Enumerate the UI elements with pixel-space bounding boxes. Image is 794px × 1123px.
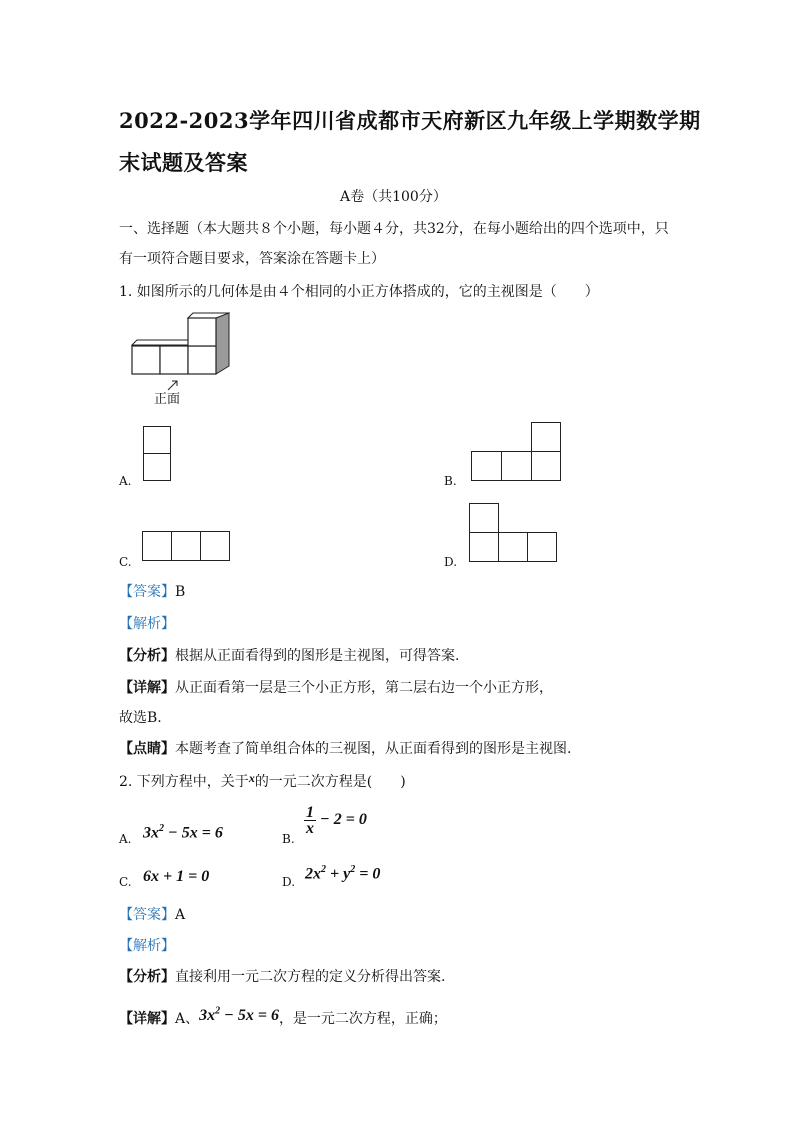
- q2-option-d-label[interactable]: D.: [282, 875, 296, 889]
- cube-front-2: [160, 346, 188, 374]
- q2-fenxi-text: 直接利用一元二次方程的定义分析得出答案.: [175, 969, 446, 985]
- q1-option-c-figure: [142, 531, 232, 563]
- q1-fenxi-text: 根据从正面看得到的图形是主视图，可得答案.: [175, 648, 460, 664]
- doc-title-line1: 2022-2023学年四川省成都市天府新区九年级上学期数学期: [119, 108, 701, 133]
- q1-analysis-tag: 【解析】: [119, 616, 175, 632]
- q2-xiangjie-post: ，是一元二次方程，正确；: [278, 1011, 447, 1027]
- q1-xiangjie-tag: 【详解】: [119, 680, 175, 696]
- part1-intro-line1: 一、选择题（本大题共８个小题，每小题４分，共32分，在每小题给出的四个选项中，只: [119, 221, 669, 237]
- q2-analysis-tag: 【解析】: [119, 938, 175, 954]
- q2-stem-before: 2. 下列方程中，关于: [119, 774, 249, 790]
- q1-xiangjie-text: 从正面看第一层是三个小正方形，第二层右边一个小正方形，: [175, 680, 553, 696]
- q2-option-c-eq: 6x + 1 = 0: [143, 868, 210, 885]
- q2-answer-tag: 【答案】: [119, 907, 175, 923]
- q1-cube-figure: [128, 310, 238, 405]
- doc-title-line2: 末试题及答案: [119, 150, 248, 175]
- q2-stem-var: x: [248, 771, 255, 785]
- q1-answer-value: B: [175, 584, 186, 600]
- q2-xiangjie-pre: A、: [175, 1011, 200, 1027]
- q2-xiangjie-line: [119, 1005, 447, 1028]
- q1-xiangjie-line2: 故选B.: [119, 710, 162, 726]
- cube-top-face: [132, 340, 189, 345]
- q1-xiangjie-line: [119, 677, 553, 697]
- q1-dianjing-tag: 【点睛】: [119, 741, 175, 757]
- section-header: A卷（共100分）: [340, 189, 447, 205]
- q1-answer-line: [119, 581, 185, 601]
- cube-front-3: [188, 346, 216, 374]
- q1-option-d-figure: [469, 503, 559, 563]
- q2-option-c-label[interactable]: C.: [119, 875, 132, 889]
- q2-xiangjie-tag: 【详解】: [119, 1011, 175, 1027]
- q1-figure-label: 正面: [154, 392, 181, 407]
- q2-option-a-label[interactable]: A.: [119, 832, 132, 846]
- q1-fenxi-line: [119, 645, 459, 665]
- q2-xiangjie-eq: $3x^2 - 5x = 6$: [199, 1005, 279, 1024]
- part1-intro-line2: 有一项符合题目要求，答案涂在答题卡上）: [119, 251, 385, 267]
- q2-option-d-eq: $2x^2 + y^2 = 0$: [305, 864, 381, 883]
- q2-fenxi-line: [119, 966, 445, 986]
- cube-front-1: [132, 346, 160, 374]
- q1-answer-tag: 【答案】: [119, 584, 175, 600]
- q2-option-b-eq: $\frac{1}{x}$ − 2 = 0: [306, 804, 367, 837]
- q2-stem-after: 的一元二次方程是( ): [254, 774, 406, 790]
- q2-answer-line: [119, 904, 185, 924]
- q2-stem: [119, 771, 406, 791]
- q1-option-a[interactable]: A.: [119, 474, 132, 488]
- q1-fenxi-tag: 【分析】: [119, 648, 175, 664]
- q1-option-d[interactable]: D.: [444, 555, 458, 569]
- cube-side-face: [216, 313, 229, 374]
- q1-option-a-figure: [143, 426, 173, 484]
- q2-fenxi-tag: 【分析】: [119, 969, 175, 985]
- q1-stem: 1. 如图所示的几何体是由４个相同的小正方体搭成的，它的主视图是（ ）: [119, 284, 599, 300]
- q2-option-a-eq: $3x^2 - 5x = 6$: [143, 823, 223, 842]
- q1-dianjing-line: [119, 738, 571, 758]
- q2-option-b-label[interactable]: B.: [282, 832, 295, 846]
- q1-option-b[interactable]: B.: [444, 474, 457, 488]
- q1-option-c[interactable]: C.: [119, 555, 132, 569]
- cube-front-4: [188, 318, 216, 346]
- q1-dianjing-text: 本题考查了简单组合体的三视图，从正面看得到的图形是主视图.: [175, 741, 572, 757]
- q2-answer-value: A: [175, 907, 186, 923]
- q1-option-b-figure: [471, 422, 563, 482]
